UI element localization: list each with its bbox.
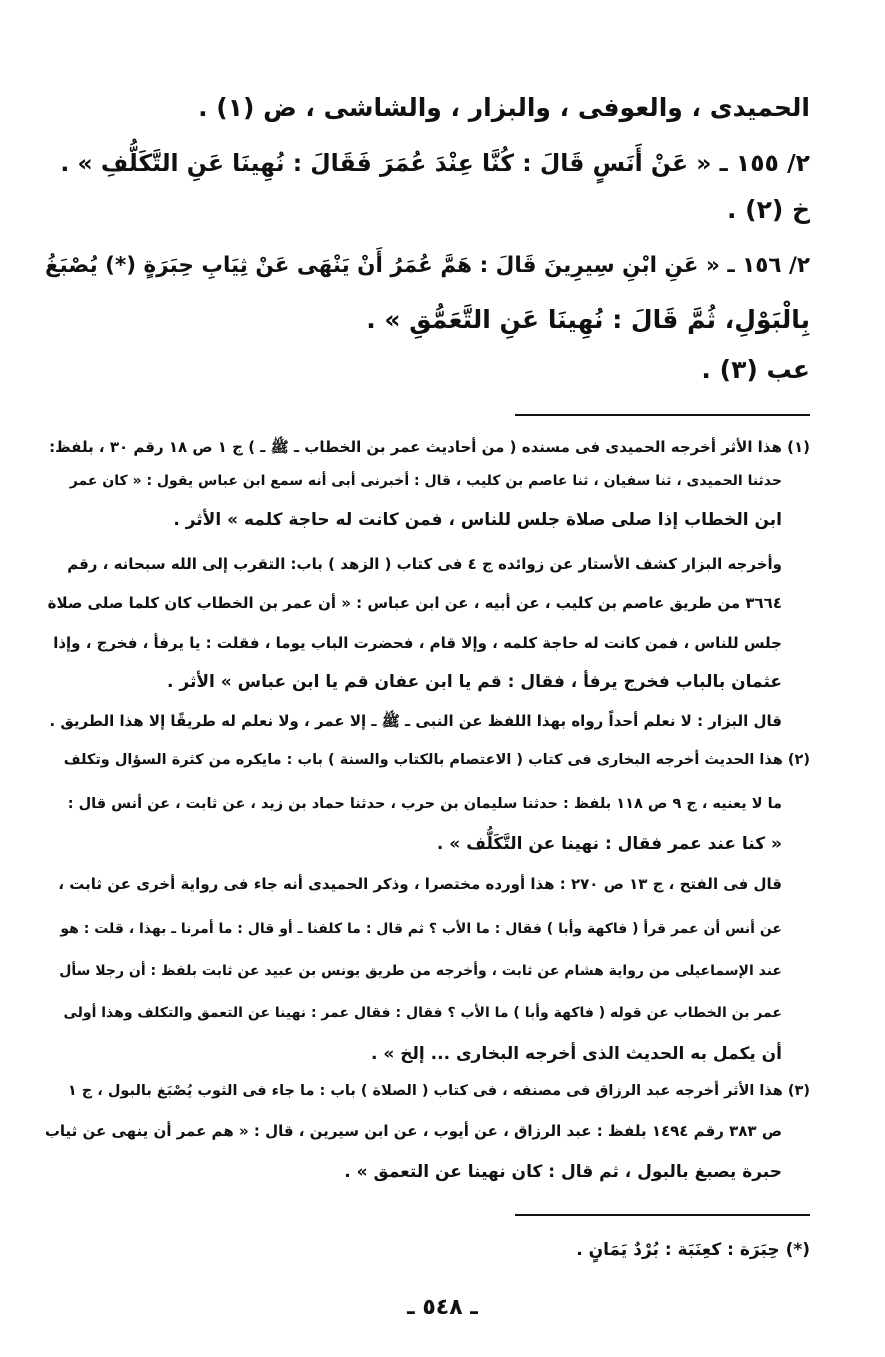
- main-text-line: ٢/ ١٥٥ ـ « عَنْ أَنَسٍ قَالَ : كُنَّا عِنْدَ عُمَرَ فَقَالَ : نُهِينَا عَنِ التَّكَلُّفِ » .: [60, 149, 810, 177]
- main-text-line: عب (٣) .: [701, 355, 810, 384]
- footnote-line: حبرة يصبغ بالبول ، ثم قال : كان نهينا عن التعمق » .: [344, 1162, 782, 1182]
- footnote-line: وأخرجه البزار كشف الأستار عن زوائده ج ٤ فى كتاب ( الزهد ) باب: التقرب إلى الله سبحانه ، رقم: [67, 555, 782, 573]
- footnote-line: (١) هذا الأثر أخرجه الحميدى فى مسنده ( من أحاديث عمر بن الخطاب ـ ﷺ ـ ) ج ١ ص ١٨ رقم ٣٠ ، بلفظ:: [49, 438, 810, 456]
- footnote-line: قال فى الفتح ، ج ١٣ ص ٢٧٠ : هذا أورده مختصرا ، وذكر الحميدى أنه جاء فى رواية أخرى عن ثابت ،: [58, 875, 782, 893]
- footnote-line: (٣) هذا الأثر أخرجه عبد الرزاق فى مصنفه ، فى كتاب ( الصلاة ) باب : ما جاء فى الثوب يُصْبَغ بالبول ، ج ١: [67, 1083, 810, 1099]
- footnote-line: ابن الخطاب إذا صلى صلاة جلس للناس ، فمن كانت له حاجة كلمه » الأثر .: [173, 510, 782, 530]
- main-text-line: بِالْبَوْلِ، ثُمَّ قَالَ : نُهِينَا عَنِ التَّعَمُّقِ » .: [366, 305, 810, 334]
- page-number: ـ ٥٤٨ ـ: [407, 1295, 478, 1320]
- footnote-line: ما لا يعنيه ، ج ٩ ص ١١٨ بلفظ : حدثنا سليمان بن حرب ، حدثنا حماد بن زيد ، عن ثابت ، عن أنس قال :: [67, 796, 782, 812]
- footnote-line: عن أنس أن عمر قرأ ( فاكهة وأبا ) فقال : ما الأب ؟ ثم قال : ما كلفنا ـ أو قال : ما أمرنا ـ بهذا ، قلت : هو: [60, 921, 782, 937]
- main-text-line: الحميدى ، والعوفى ، والبزار ، والشاشى ، ض (١) .: [198, 93, 810, 122]
- gloss-divider: [515, 1214, 810, 1216]
- footnote-line: ٣٦٦٤ من طريق عاصم بن كليب ، عن أبيه ، عن ابن عباس : « أن عمر بن الخطاب كان كلما صلى صلاة: [47, 594, 782, 612]
- footnote-line: جلس للناس ، فمن كانت له حاجة كلمه ، وإلا قام ، فحضرت الباب يوما ، فقلت : يا يرفأ ، فخرج ، وإذا: [53, 634, 782, 652]
- footnote-line: ص ٣٨٣ رقم ١٤٩٤ بلفظ : عبد الرزاق ، عن أيوب ، عن ابن سيرين ، قال : « هم عمر أن ينهى عن ثياب: [44, 1122, 782, 1140]
- footnote-line: أن يكمل به الحديث الذى أخرجه البخارى ... إلخ » .: [371, 1044, 782, 1064]
- footnote-line: عمر بن الخطاب عن قوله ( فاكهة وأبا ) ما الأب ؟ فقال : فقال عمر : نهينا عن التعمق والتكلف وهذا أولى: [63, 1005, 782, 1021]
- footnote-line: قال البزار : لا نعلم أحداً رواه بهذا اللفظ عن النبى ـ ﷺ ـ إلا عمر ، ولا نعلم له طريقًا إلا هذا الطريق .: [49, 712, 782, 730]
- footnote-line: عثمان بالباب فخرج يرفأ ، فقال : قم يا ابن عفان قم يا ابن عباس » الأثر .: [167, 672, 782, 692]
- footnote-line: (٢) هذا الحديث أخرجه البخارى فى كتاب ( الاعتصام بالكتاب والسنة ) باب : مايكره من كثرة السؤال وتكلف: [63, 752, 810, 768]
- footnote-divider: [515, 414, 810, 416]
- main-text-line: ٢/ ١٥٦ ـ « عَنِ ابْنِ سِيرِينَ قَالَ : هَمَّ عُمَرُ أَنْ يَنْهَى عَنْ ثِيَابِ حِبَرَةٍ (*) يُصْبَغُ: [44, 253, 810, 278]
- gloss-note: (*) حِبَرَة : كعِنَبَة : بُرْدٌ يَمَانٍ .: [576, 1240, 810, 1260]
- footnote-line: « كنا عند عمر فقال : نهينا عن التَّكَلُّف » .: [436, 834, 782, 854]
- footnote-line: حدثنا الحميدى ، ثنا سفيان ، ثنا عاصم بن كليب ، قال : أخبرنى أبى أنه سمع ابن عباس يقول : « كان عمر: [69, 473, 782, 489]
- main-text-line: خ (٢) .: [726, 195, 810, 224]
- footnote-line: عند الإسماعيلى من رواية هشام عن ثابت ، وأخرجه من طريق يونس بن عبيد عن ثابت بلفظ : أن رجلا سأل: [59, 963, 782, 979]
